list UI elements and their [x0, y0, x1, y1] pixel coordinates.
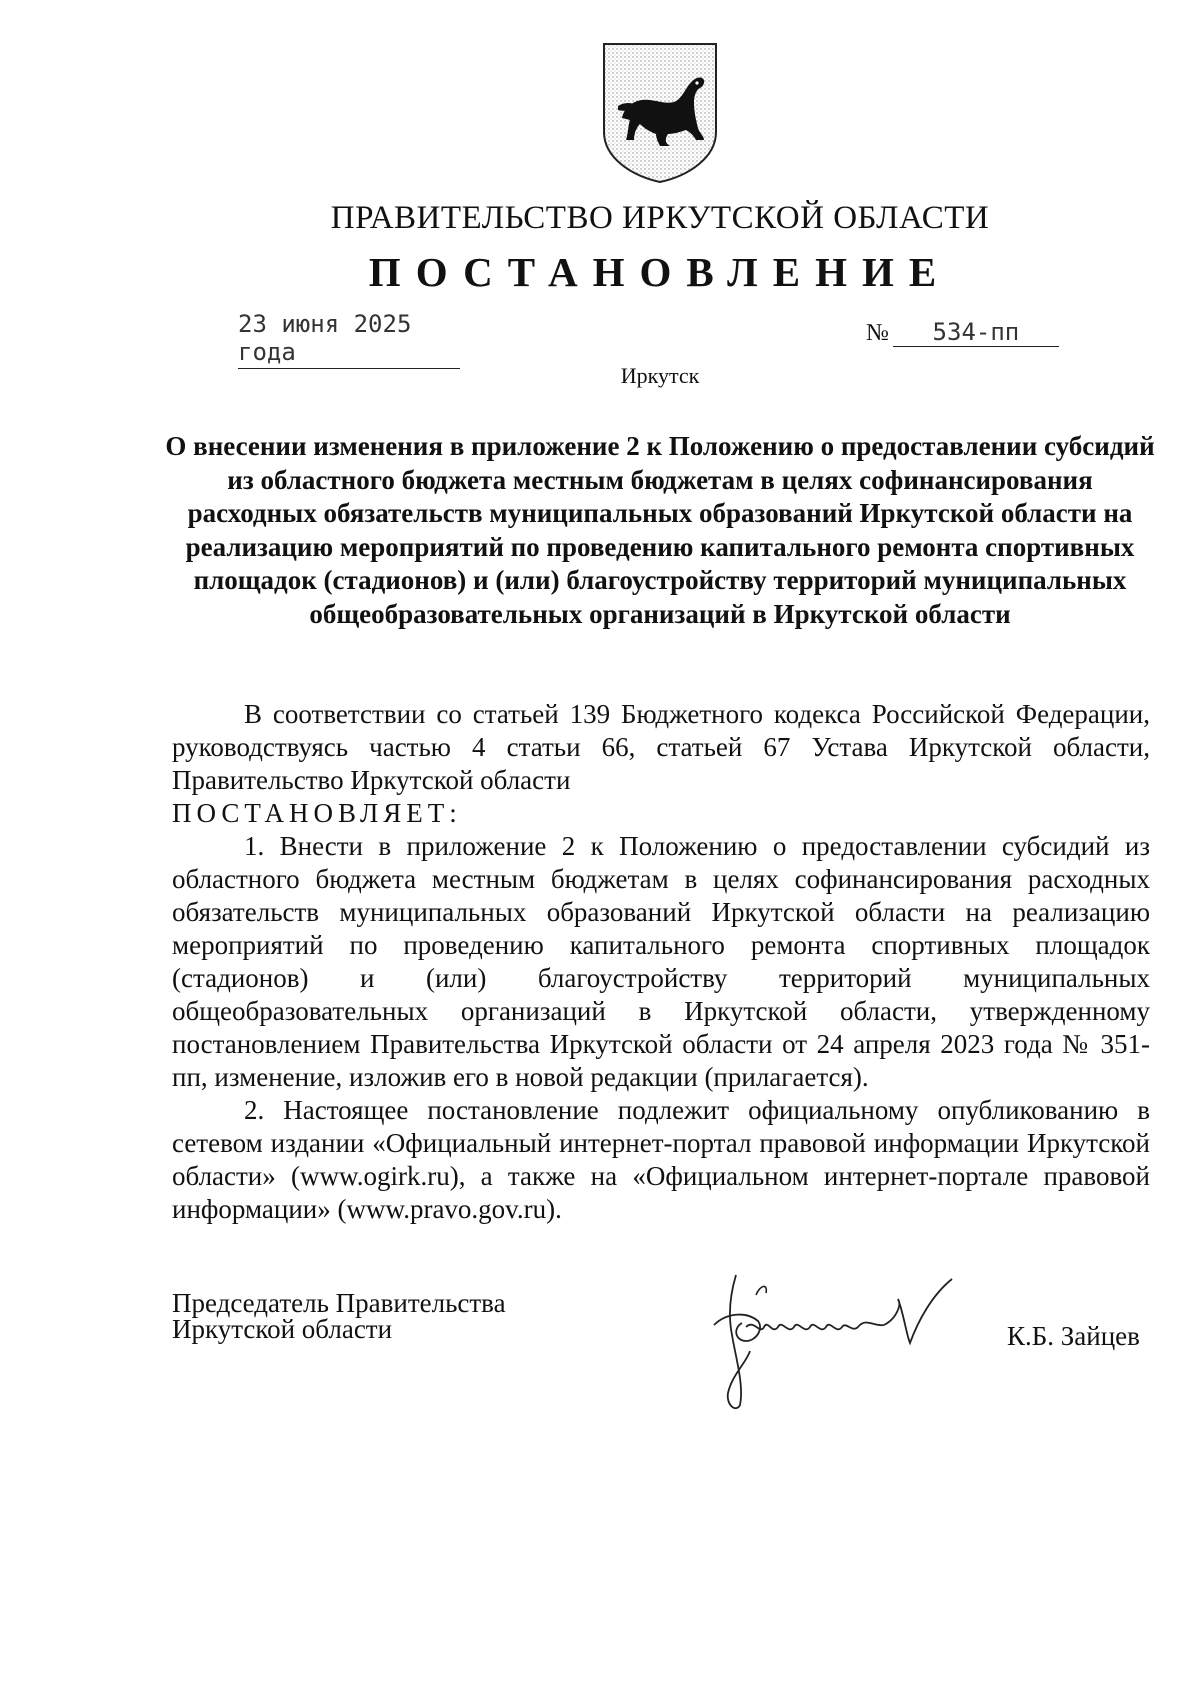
- government-name: ПРАВИТЕЛЬСТВО ИРКУТСКОЙ ОБЛАСТИ: [330, 200, 990, 236]
- item-1-paragraph: 1. Внести в приложение 2 к Положению о предоставлении субсидий из областного бюджета местным бюджетам в целях софинансирования расходных обязательств муниципальных образований Иркутской области на реализацию мероприятий по проведению капитального ремонта спортивных площадок (стадионов) и (или) благоустройству территорий муниципальных общеобразовательных организаций в Иркутской области, утвержденному постановлением Правительства Иркутской области от 24 апреля 2023 года № 351-пп, изменение, изложив его в новой редакции (прилагается).: [172, 831, 1150, 1092]
- document-number: 534-пп: [893, 318, 1059, 347]
- signatory-title-line-1: Председатель Правительства: [172, 1288, 506, 1318]
- signatory-title: [172, 1290, 506, 1342]
- document-number-block: [866, 318, 1059, 347]
- document-body: [172, 698, 1150, 1226]
- signatory-title-line-2: Иркутской области: [172, 1314, 393, 1344]
- signatory-name: К.Б. Зайцев: [1007, 1321, 1140, 1351]
- item-2-paragraph: 2. Настоящее постановление подлежит официальному опубликованию в сетевом издании «Официальный интернет-портал правовой информации Иркутской области» (www.ogirk.ru), а также на «Официальном интернет-портале правовой информации» (www.pravo.gov.ru).: [172, 1095, 1150, 1224]
- document-date: 23 июня 2025 года: [238, 310, 460, 369]
- preamble-paragraph: В соответствии со статьей 139 Бюджетного кодекса Российской Федерации, руководствуясь частью 4 статьи 66, статьей 67 Устава Иркутской области, Правительство Иркутской области: [172, 699, 1150, 795]
- document-subject: О внесении изменения в приложение 2 к Положению о предоставлении субсидий из областного бюджета местным бюджетам в целях софинансирования расходных обязательств муниципальных образований Иркутской области на реализацию мероприятий по проведению капитального ремонта спортивных площадок (стадионов) и (или) благоустройству территорий муниципальных общеобразовательных организаций в Иркутской области: [165, 431, 1155, 629]
- document-city: Иркутск: [620, 363, 700, 388]
- resolves-heading: ПОСТАНОВЛЯЕТ:: [172, 798, 462, 828]
- number-sign: №: [866, 320, 889, 346]
- handwritten-signature-icon: [706, 1255, 966, 1415]
- document-type: ПОСТАНОВЛЕНИЕ: [368, 249, 952, 295]
- coat-of-arms-icon: [600, 40, 720, 186]
